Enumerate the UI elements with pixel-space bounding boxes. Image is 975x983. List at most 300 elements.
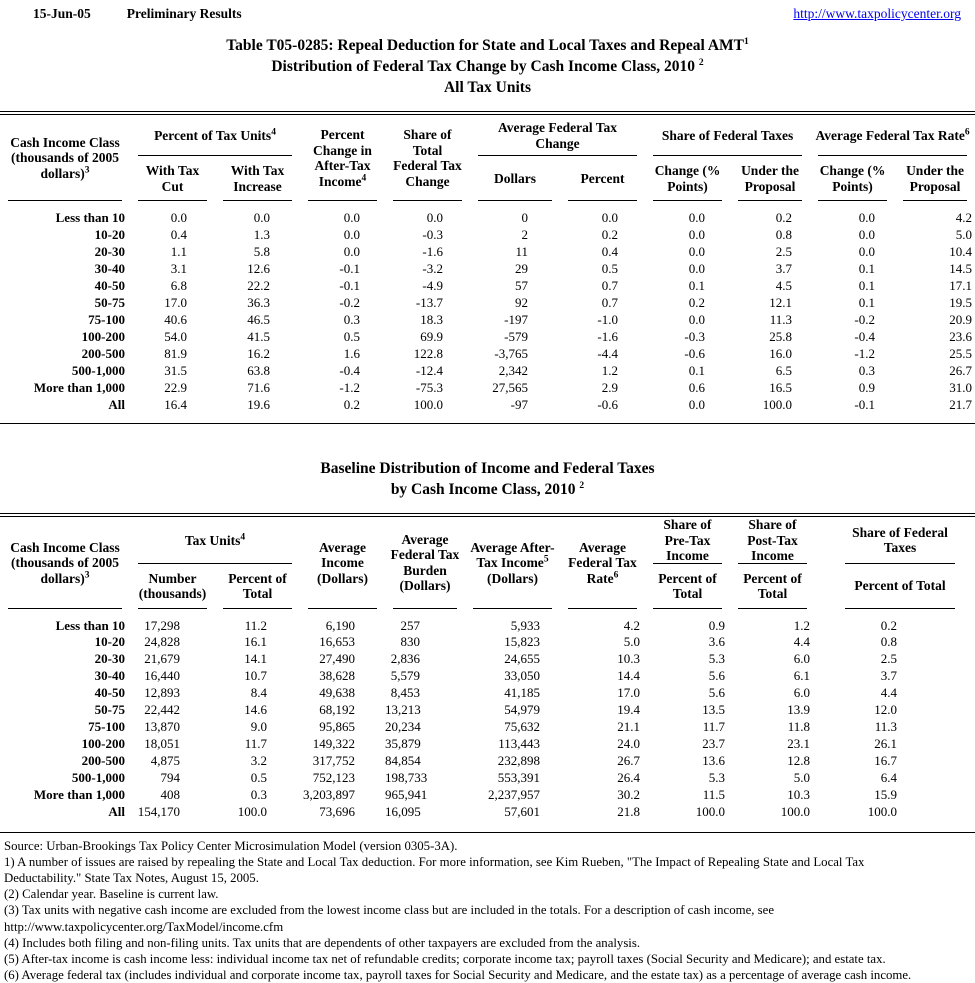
cell: 24.0	[617, 736, 640, 751]
table1-body	[0, 201, 975, 413]
cell: 21.7	[949, 396, 973, 412]
table2-body	[0, 609, 975, 821]
col-header-with-tax-cut: With Tax Cut	[130, 156, 215, 201]
cell: 4.2	[955, 210, 973, 225]
cell: 4,875	[150, 753, 180, 768]
top-bar	[0, 0, 975, 22]
cell: 0.3	[250, 787, 267, 802]
cell: 6.1	[793, 668, 810, 683]
cell: 16.0	[769, 345, 793, 361]
cell: 95,865	[319, 719, 355, 734]
cell: 11.2	[244, 617, 267, 633]
cell: 25.8	[769, 328, 793, 344]
cell: 31.0	[949, 379, 973, 395]
table-row	[0, 277, 975, 294]
cell: 149,322	[312, 736, 355, 751]
cell: 22,442	[144, 702, 180, 717]
table1-title	[0, 35, 975, 98]
cell: 5.0	[623, 634, 640, 649]
cell: -0.1	[854, 396, 876, 412]
cell: 408	[160, 787, 180, 802]
cell: 21,679	[144, 651, 180, 666]
cell: 16,440	[144, 668, 180, 683]
cell: 3.7	[775, 260, 793, 276]
cell: 38,628	[319, 668, 355, 683]
cell: 100.0	[695, 804, 725, 819]
cell: 4.4	[793, 634, 810, 649]
cell: 1.2	[601, 362, 619, 378]
cell: 5.8	[253, 243, 270, 259]
cell: 6.4	[880, 770, 897, 785]
row-label: 200-500	[81, 753, 125, 768]
cell: 16,095	[385, 804, 421, 819]
cell: 0.2	[880, 617, 897, 633]
cell: 16,653	[319, 634, 355, 649]
footnote-ref-2: 2	[579, 480, 585, 491]
cell: 4.5	[775, 277, 793, 293]
cell: 10.4	[949, 243, 973, 259]
cell: 9.0	[250, 719, 267, 734]
table2-title	[0, 458, 975, 500]
title-line-2: Distribution of Federal Tax Change by Cash Income Class, 2010 $^2$	[271, 57, 704, 75]
cell: 257	[400, 617, 420, 633]
cell: 2,836	[390, 651, 420, 666]
cell: 23.1	[787, 736, 810, 751]
cell: 5.0	[955, 226, 973, 242]
table-row	[0, 345, 975, 362]
cell: 41.5	[247, 328, 270, 344]
cell: 100.0	[867, 804, 897, 819]
cell: 830	[400, 634, 420, 649]
cell: 40.6	[164, 311, 187, 327]
cell: 75,632	[504, 719, 540, 734]
cell: 20,234	[385, 719, 421, 734]
row-label: 100-200	[81, 736, 125, 751]
col-group-average-federal-tax-change: Average Federal Tax Change	[470, 115, 645, 156]
title-line-2: by Cash Income Class, 2010 $^2$	[390, 480, 585, 498]
cell: 752,123	[312, 770, 355, 785]
cell: 12.6	[247, 260, 270, 276]
col-header-average-income: Average Income (Dollars)	[300, 517, 385, 609]
cell: 14.1	[244, 651, 267, 666]
cell: 0.8	[775, 226, 793, 242]
title-line-1: Baseline Distribution of Income and Federal Taxes	[320, 460, 655, 477]
cell: 46.5	[247, 311, 270, 327]
cell: 41,185	[504, 685, 540, 700]
row-label: 30-40	[94, 260, 125, 276]
cell: 18.3	[420, 311, 443, 327]
table-row	[0, 243, 975, 260]
cell: 10.3	[617, 651, 640, 666]
table2-bottom-rule	[0, 832, 975, 833]
table-row	[0, 787, 975, 804]
col-header-percent-of-total: Percent of Total	[215, 564, 300, 609]
col-header-dollars: Dollars	[470, 156, 560, 201]
footnote-line: (6) Average federal tax (includes individual and corporate income tax, payroll taxes for Social Security and Medicare, and the estate tax) as a percentage of average cash income.	[4, 968, 912, 983]
cell: 5.0	[793, 770, 810, 785]
cell: 0.0	[858, 210, 876, 225]
title-line-3: All Tax Units	[443, 79, 531, 96]
col-header-percent-of-total: Percent of Total	[730, 564, 815, 609]
cell: 17.1	[949, 277, 973, 293]
cell: 0.1	[858, 294, 876, 310]
report-date: 15-Jun-05	[33, 6, 91, 21]
cell: 100.0	[762, 396, 793, 412]
cell: 20.9	[949, 311, 973, 327]
cell: 0.0	[253, 210, 270, 225]
col-group-share-pre-tax-income: Share of Pre-Tax Income	[645, 517, 730, 564]
cell: -97	[510, 396, 528, 412]
cell: 0.0	[688, 311, 706, 327]
cell: 0.8	[880, 634, 897, 649]
cell: 16.4	[164, 396, 187, 412]
cell: 0.1	[858, 260, 876, 276]
col-group-percent-of-tax-units: Percent of Tax Units$^4$	[130, 115, 300, 156]
baseline-distribution-table	[0, 517, 975, 821]
row-label: 100-200	[81, 328, 125, 344]
cell: -197	[504, 311, 528, 327]
cell: 13.9	[787, 702, 810, 717]
cell: 0.4	[601, 243, 619, 259]
cell: 3.6	[708, 634, 725, 649]
footnote-line: http://www.taxpolicycenter.org/TaxModel/income.cfm	[4, 919, 284, 934]
cell: 0.7	[601, 277, 619, 293]
row-label: 50-75	[94, 294, 125, 310]
col-header-with-tax-increase: With Tax Increase	[215, 156, 300, 201]
cell: 3.1	[170, 260, 187, 276]
row-label: More than 1,000	[33, 379, 125, 395]
table-row	[0, 201, 975, 226]
cell: 17,298	[144, 617, 180, 633]
cell: 11.3	[769, 311, 793, 327]
table-row	[0, 804, 975, 821]
cell: 54.0	[164, 328, 187, 344]
cell: 553,391	[497, 770, 540, 785]
cell: -0.3	[684, 328, 706, 344]
table2-header	[0, 517, 975, 609]
row-label: Less than 10	[55, 617, 125, 633]
table-row	[0, 226, 975, 243]
cell: 16.2	[247, 345, 270, 361]
cell: -579	[504, 328, 528, 344]
col-header-income-class: Cash Income Class (thousands of 2005 dollars)$^3$	[0, 517, 130, 609]
col-header-percent: Percent	[560, 156, 645, 201]
cell: 0.4	[170, 226, 187, 242]
table-row	[0, 609, 975, 634]
table-row	[0, 685, 975, 702]
cell: 10.3	[787, 787, 810, 802]
row-label: 40-50	[94, 685, 125, 700]
cell: 13.5	[702, 702, 725, 717]
cell: 35,879	[385, 736, 421, 751]
cell: 0.0	[343, 210, 360, 225]
cell: 794	[160, 770, 180, 785]
cell: 0.2	[601, 226, 619, 242]
cell: -1.6	[597, 328, 619, 344]
cell: 15.9	[874, 787, 897, 802]
cell: 27,490	[319, 651, 355, 666]
table-row	[0, 311, 975, 328]
cell: 0.0	[688, 260, 706, 276]
cell: 24,828	[144, 634, 180, 649]
footnote-line: (5) After-tax income is cash income less: individual income tax net of refundable credits; corporate income tax; payroll taxes (Social Security and Medicare); and estate tax.	[4, 951, 886, 966]
col-header-under-proposal: Under the Proposal	[730, 156, 810, 201]
cell: 16.1	[244, 634, 267, 649]
cell: 84,854	[385, 753, 421, 768]
col-group-share-of-federal-taxes: Share of Federal Taxes	[645, 115, 810, 156]
table-row	[0, 634, 975, 651]
cell: 69.9	[420, 328, 443, 344]
cell: 18,051	[144, 736, 180, 751]
row-label: 30-40	[94, 668, 125, 683]
cell: 0.3	[343, 311, 360, 327]
cell: 36.3	[247, 294, 270, 310]
title-line-1: Table T05-0285: Repeal Deduction for State and Local Taxes and Repeal AMT$^1$	[226, 36, 749, 54]
cell: 68,192	[319, 702, 355, 717]
cell: 122.8	[413, 345, 443, 361]
cell: 6.0	[793, 651, 810, 666]
col-header-average-federal-tax-rate: Average Federal Tax Rate$^6$	[560, 517, 645, 609]
cell: 0.3	[858, 362, 876, 378]
footnote-line: Deductability." State Tax Notes, August 15, 2005.	[4, 870, 259, 885]
table-row	[0, 396, 975, 413]
cell: -3,765	[494, 345, 528, 361]
cell: 16.5	[769, 379, 793, 395]
cell: 81.9	[164, 345, 187, 361]
row-label: All	[108, 804, 125, 819]
table-row	[0, 719, 975, 736]
col-group-share-federal-taxes: Share of Federal Taxes	[815, 517, 975, 564]
cell: 965,941	[385, 787, 428, 802]
cell: 0.7	[601, 294, 619, 310]
cell: 22.9	[164, 379, 187, 395]
cell: 92	[515, 294, 528, 310]
cell: -0.1	[339, 260, 360, 276]
cell: 3.7	[880, 668, 897, 683]
footnote-ref-1: 1	[743, 36, 749, 47]
preliminary-results-label: Preliminary Results	[126, 6, 242, 21]
row-label: 75-100	[88, 719, 125, 734]
cell: 5.6	[708, 685, 725, 700]
cell: -0.3	[422, 226, 443, 242]
footnote-line: Source: Urban-Brookings Tax Policy Center Microsimulation Model (version 0305-3A).	[4, 838, 458, 853]
col-header-percent-of-total: Percent of Total	[815, 564, 975, 609]
cell: 154,170	[137, 804, 180, 819]
cell: -4.9	[422, 277, 443, 293]
table-row	[0, 362, 975, 379]
cell: -0.4	[339, 362, 360, 378]
table-row	[0, 294, 975, 311]
cell: 12.8	[787, 753, 810, 768]
cell: 26.4	[617, 770, 640, 785]
cell: 3.2	[250, 753, 267, 768]
cell: 26.7	[617, 753, 640, 768]
cell: 5.6	[708, 668, 725, 683]
cell: 232,898	[497, 753, 540, 768]
cell: 0.5	[601, 260, 619, 276]
cell: 198,733	[385, 770, 428, 785]
cell: 19.4	[617, 702, 640, 717]
footnotes	[0, 838, 975, 983]
cell: 24,655	[504, 651, 540, 666]
cell: -4.4	[597, 345, 619, 361]
cell: 8.4	[250, 685, 267, 700]
cell: 27,565	[492, 379, 528, 395]
footnote-ref-2: 2	[698, 57, 704, 68]
cell: 1.2	[793, 617, 810, 633]
cell: 0.0	[688, 226, 706, 242]
cell: 0.0	[688, 396, 706, 412]
row-label: 75-100	[88, 311, 125, 327]
row-label: More than 1,000	[33, 787, 125, 802]
cell: 25.5	[949, 345, 973, 361]
row-label: 500-1,000	[71, 362, 125, 378]
cell: 1.3	[253, 226, 270, 242]
cell: 13.6	[702, 753, 725, 768]
col-header-number-thousands: Number (thousands)	[130, 564, 215, 609]
cell: 4.2	[623, 617, 640, 633]
cell: 5,933	[510, 617, 540, 633]
cell: 4.4	[880, 685, 897, 700]
row-label: 10-20	[94, 634, 125, 649]
cell: 71.6	[247, 379, 270, 395]
cell: 11.7	[244, 736, 267, 751]
table-row	[0, 736, 975, 753]
table-row	[0, 702, 975, 719]
row-label: 20-30	[94, 243, 125, 259]
cell: 0.1	[688, 277, 706, 293]
table-row	[0, 753, 975, 770]
cell: -1.2	[339, 379, 360, 395]
cell: 6.0	[793, 685, 810, 700]
cell: 2.5	[775, 243, 793, 259]
cell: 23.7	[702, 736, 725, 751]
cell: 6.8	[170, 277, 187, 293]
col-header-income-class: Cash Income Class (thousands of 2005 dollars)$^3$	[0, 115, 130, 201]
col-header-under-proposal: Under the Proposal	[895, 156, 975, 201]
col-header-average-after-tax-income: Average After-Tax Income$^5$ (Dollars)	[465, 517, 560, 609]
cell: -1.6	[422, 243, 443, 259]
cell: -75.3	[415, 379, 443, 395]
cell: 0.1	[858, 277, 876, 293]
table-row	[0, 379, 975, 396]
col-header-share-total-federal-tax-change: Share of Total Federal Tax Change	[385, 115, 470, 201]
cell: 11.7	[702, 719, 725, 734]
cell: 2.9	[601, 379, 619, 395]
cell: 57	[515, 277, 528, 293]
cell: 57,601	[504, 804, 540, 819]
col-header-change-points: Change (% Points)	[810, 156, 895, 201]
cell: 12.0	[874, 702, 897, 717]
col-group-share-post-tax-income: Share of Post-Tax Income	[730, 517, 815, 564]
cell: 21.8	[617, 804, 640, 819]
cell: 15,823	[504, 634, 540, 649]
row-label: 50-75	[94, 702, 125, 717]
col-group-average-federal-tax-rate: Average Federal Tax Rate$^6$	[810, 115, 975, 156]
cell: -3.2	[422, 260, 443, 276]
cell: -0.2	[339, 294, 360, 310]
cell: 11.3	[874, 719, 897, 734]
cell: 33,050	[504, 668, 540, 683]
cell: 17.0	[164, 294, 187, 310]
cell: -0.1	[339, 277, 360, 293]
tax-change-table	[0, 115, 975, 413]
row-label: 20-30	[94, 651, 125, 666]
cell: 0.0	[858, 226, 876, 242]
footnote-line: (2) Calendar year. Baseline is current law.	[4, 887, 219, 902]
cell: -1.2	[854, 345, 876, 361]
cell: -13.7	[415, 294, 443, 310]
cell: 1.6	[343, 345, 360, 361]
cell: 11.5	[702, 787, 725, 802]
cell: 31.5	[164, 362, 187, 378]
cell: 0.2	[688, 294, 706, 310]
row-label: Less than 10	[55, 210, 125, 225]
col-group-tax-units: Tax Units$^4$	[130, 517, 300, 564]
col-header-percent-of-total: Percent of Total	[645, 564, 730, 609]
table1-bottom-rule	[0, 423, 975, 424]
cell: 0.0	[688, 210, 706, 225]
cell: 0.0	[858, 243, 876, 259]
row-label: 10-20	[94, 226, 125, 242]
cell: 21.1	[617, 719, 640, 734]
cell: 19.5	[949, 294, 973, 310]
footnote-line: 1) A number of issues are raised by repealing the State and Local Tax deduction. For more information, see Kim Rueben, "The Impact of Repealing State and Local Tax	[4, 854, 865, 869]
cell: 49,638	[319, 685, 355, 700]
cell: 6,190	[325, 617, 355, 633]
cell: 0.2	[775, 210, 793, 225]
cell: 0.6	[688, 379, 706, 395]
cell: 16.7	[874, 753, 897, 768]
cell: 2.5	[880, 651, 897, 666]
cell: 5.3	[708, 770, 725, 785]
cell: 0.9	[708, 617, 725, 633]
table-row	[0, 260, 975, 277]
cell: 22.2	[247, 277, 270, 293]
col-header-pct-change-after-tax-income: Percent Change in After-Tax Income$^4$	[300, 115, 385, 201]
row-label: 500-1,000	[71, 770, 125, 785]
cell: 8,453	[390, 685, 420, 700]
cell: 0.0	[426, 210, 443, 225]
cell: 29	[515, 260, 528, 276]
cell: 19.6	[247, 396, 270, 412]
cell: 14.6	[244, 702, 267, 717]
cell: 14.5	[949, 260, 973, 276]
cell: 17.0	[617, 685, 640, 700]
cell: 0.5	[343, 328, 360, 344]
cell: 5,579	[390, 668, 420, 683]
table-row	[0, 328, 975, 345]
taxpolicycenter-link[interactable]: http://www.taxpolicycenter.org	[793, 6, 961, 21]
cell: 10.7	[244, 668, 267, 683]
footnote-line: (4) Includes both filing and non-filing units. Tax units that are dependents of other taxpayers are excluded from the analysis.	[4, 935, 641, 950]
cell: 317,752	[312, 753, 355, 768]
cell: 13,870	[144, 719, 180, 734]
cell: 2,342	[498, 362, 528, 378]
cell: 12.1	[769, 294, 793, 310]
cell: 0.0	[343, 243, 360, 259]
cell: 100.0	[780, 804, 810, 819]
cell: 11.8	[787, 719, 810, 734]
col-header-change-points: Change (% Points)	[645, 156, 730, 201]
table-row	[0, 651, 975, 668]
cell: 0.0	[170, 210, 187, 225]
cell: 0.2	[343, 396, 360, 412]
cell: 14.4	[617, 668, 640, 683]
cell: 30.2	[617, 787, 640, 802]
footnote-line: (3) Tax units with negative cash income are excluded from the lowest income class but are included in the totals. For a description of cash income, see	[4, 903, 774, 918]
cell: -1.0	[597, 311, 619, 327]
